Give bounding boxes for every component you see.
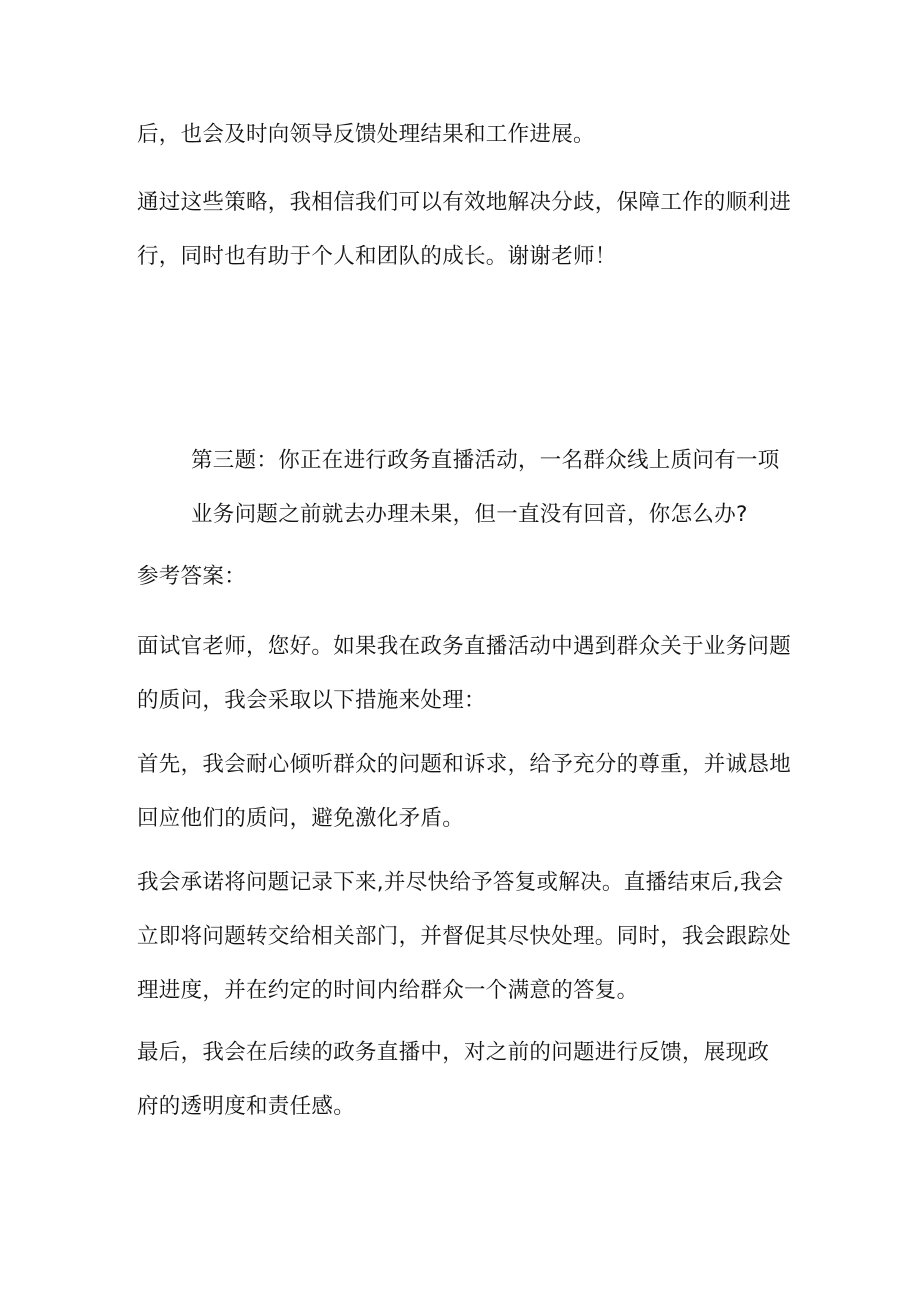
question-line: 第三题：你正在进行政务直播活动，一名群众线上质问有一项 bbox=[191, 448, 780, 473]
text-line: 的质问，我会采取以下措施来处理： bbox=[137, 688, 486, 713]
answer-paragraph-first bbox=[137, 738, 797, 846]
answer-paragraph-final bbox=[137, 1026, 797, 1134]
text-line: 府的透明度和责任感。 bbox=[137, 1094, 356, 1119]
answer-paragraph-greeting bbox=[137, 620, 797, 728]
intro-continuation-paragraph bbox=[137, 108, 797, 162]
text-line: 首先，我会耐心倾听群众的问题和诉求，给予充分的尊重，并诚恳地 bbox=[137, 752, 792, 777]
intro-conclusion-paragraph bbox=[137, 176, 797, 284]
text-line: 回应他们的质问，避免激化矛盾。 bbox=[137, 806, 465, 831]
text-line: 后，也会及时向领导反馈处理结果和工作进展。 bbox=[137, 122, 595, 147]
question-heading bbox=[191, 434, 791, 542]
text-line: 最后，我会在后续的政务直播中，对之前的问题进行反馈，展现政 bbox=[137, 1040, 770, 1065]
text-line: 立即将问题转交给相关部门，并督促其尽快处理。同时，我会跟踪处 bbox=[137, 924, 792, 949]
text-line: 我会承诺将问题记录下来,并尽快给予答复或解决。直播结束后,我会 bbox=[137, 870, 784, 895]
text-line: 理进度，并在约定的时间内给群众一个满意的答复。 bbox=[137, 978, 639, 1003]
answer-paragraph-commitment bbox=[137, 856, 797, 1018]
text-line: 通过这些策略，我相信我们可以有效地解决分歧，保障工作的顺利进 bbox=[137, 190, 792, 215]
answer-label bbox=[137, 550, 797, 604]
answer-label-text: 参考答案： bbox=[137, 564, 247, 589]
text-line: 行，同时也有助于个人和团队的成长。谢谢老师！ bbox=[137, 244, 617, 269]
text-line: 面试官老师，您好。如果我在政务直播活动中遇到群众关于业务问题 bbox=[137, 634, 792, 659]
question-line: 业务问题之前就去办理未果，但一直没有回音，你怎么办? bbox=[191, 502, 748, 527]
